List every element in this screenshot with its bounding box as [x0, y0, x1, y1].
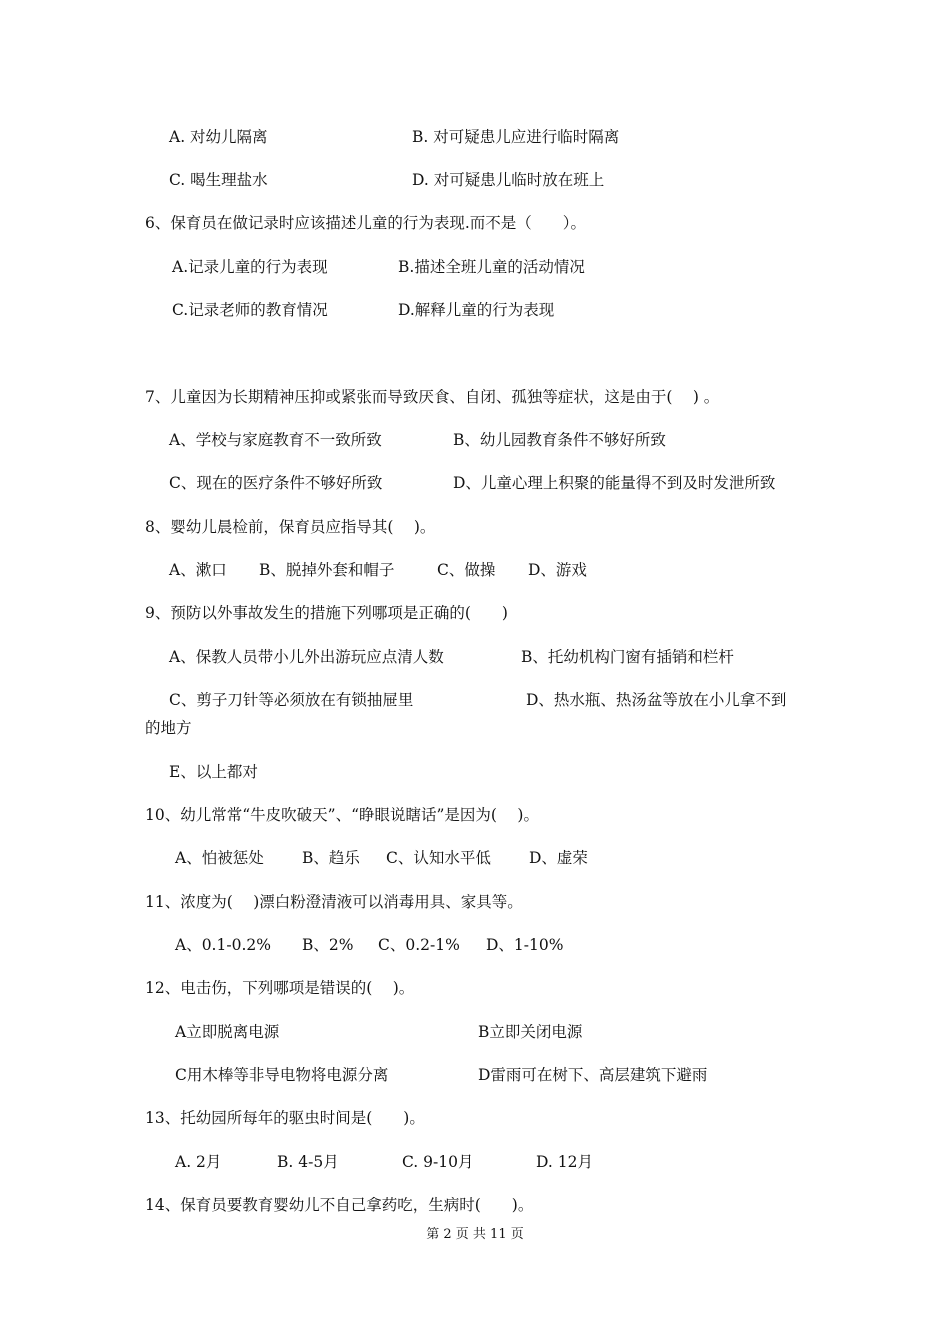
q5-option-c: C. 喝生理盐水 [169, 171, 268, 189]
q6-option-a: A.记录儿童的行为表现 [172, 258, 328, 276]
q11-option-c: C、0.2-1% [378, 936, 460, 954]
q9-option-e: E、以上都对 [169, 763, 258, 781]
q8-option-c: C、做操 [437, 561, 496, 579]
q12-option-d: D雷雨可在树下、高层建筑下避雨 [478, 1066, 708, 1084]
q10-option-b: B、趋乐 [302, 849, 360, 867]
q12-stem: 12、电击伤，下列哪项是错误的( )。 [145, 979, 415, 997]
q7-option-d: D、儿童心理上积聚的能量得不到及时发泄所致 [453, 474, 776, 492]
q13-option-c: C. 9-10月 [402, 1153, 474, 1171]
q12-option-b: B立即关闭电源 [478, 1023, 583, 1041]
q13-stem: 13、托幼园所每年的驱虫时间是( )。 [145, 1109, 425, 1127]
q6-option-b: B.描述全班儿童的活动情况 [398, 258, 585, 276]
q8-option-b: B、脱掉外套和帽子 [259, 561, 395, 579]
q9-stem: 9、预防以外事故发生的措施下列哪项是正确的( ) [145, 604, 508, 622]
q9-option-d-continued: 的地方 [145, 719, 192, 737]
q5-option-d: D. 对可疑患儿临时放在班上 [412, 171, 605, 189]
q5-option-a: A. 对幼儿隔离 [169, 128, 268, 146]
q5-option-b: B. 对可疑患儿应进行临时隔离 [412, 128, 620, 146]
q13-option-b: B. 4-5月 [277, 1153, 339, 1171]
q11-stem: 11、浓度为( )漂白粉澄清液可以消毒用具、家具等。 [145, 893, 523, 911]
q13-option-d: D. 12月 [536, 1153, 593, 1171]
q10-option-d: D、虚荣 [529, 849, 588, 867]
page-footer: 第 2 页 共 11 页 [426, 1227, 524, 1242]
q10-option-a: A、怕被惩处 [175, 849, 264, 867]
q13-option-a: A. 2月 [175, 1153, 222, 1171]
q14-stem: 14、保育员要教育婴幼儿不自己拿药吃，生病时( )。 [145, 1196, 534, 1214]
q9-option-b: B、托幼机构门窗有插销和栏杆 [521, 648, 734, 666]
q9-option-a: A、保教人员带小儿外出游玩应点清人数 [169, 648, 444, 666]
q8-stem: 8、婴幼儿晨检前，保育员应指导其( )。 [145, 518, 436, 536]
q6-option-c: C.记录老师的教育情况 [172, 301, 328, 319]
q11-option-b: B、2% [302, 936, 354, 954]
q12-option-c: C用木棒等非导电物将电源分离 [175, 1066, 389, 1084]
q11-option-d: D、1-10% [486, 936, 564, 954]
q8-option-d: D、游戏 [528, 561, 587, 579]
q10-stem: 10、幼儿常常“牛皮吹破天”、“睁眼说瞎话”是因为( )。 [145, 806, 539, 824]
q7-option-b: B、幼儿园教育条件不够好所致 [453, 431, 666, 449]
q11-option-a: A、0.1-0.2% [175, 936, 271, 954]
q12-option-a: A立即脱离电源 [175, 1023, 280, 1041]
q7-stem: 7、儿童因为长期精神压抑或紧张而导致厌食、自闭、孤独等症状，这是由于( ) 。 [145, 388, 720, 406]
q7-option-c: C、现在的医疗条件不够好所致 [169, 474, 383, 492]
q8-option-a: A、漱口 [169, 561, 227, 579]
q10-option-c: C、认知水平低 [386, 849, 491, 867]
q6-option-d: D.解释儿童的行为表现 [398, 301, 555, 319]
q7-option-a: A、学校与家庭教育不一致所致 [169, 431, 382, 449]
q9-option-d: D、热水瓶、热汤盆等放在小儿拿不到 [526, 691, 787, 709]
q6-stem: 6、保育员在做记录时应该描述儿童的行为表现.而不是（ ）。 [145, 214, 587, 232]
q9-option-c: C、剪子刀针等必须放在有锁抽屉里 [169, 691, 414, 709]
